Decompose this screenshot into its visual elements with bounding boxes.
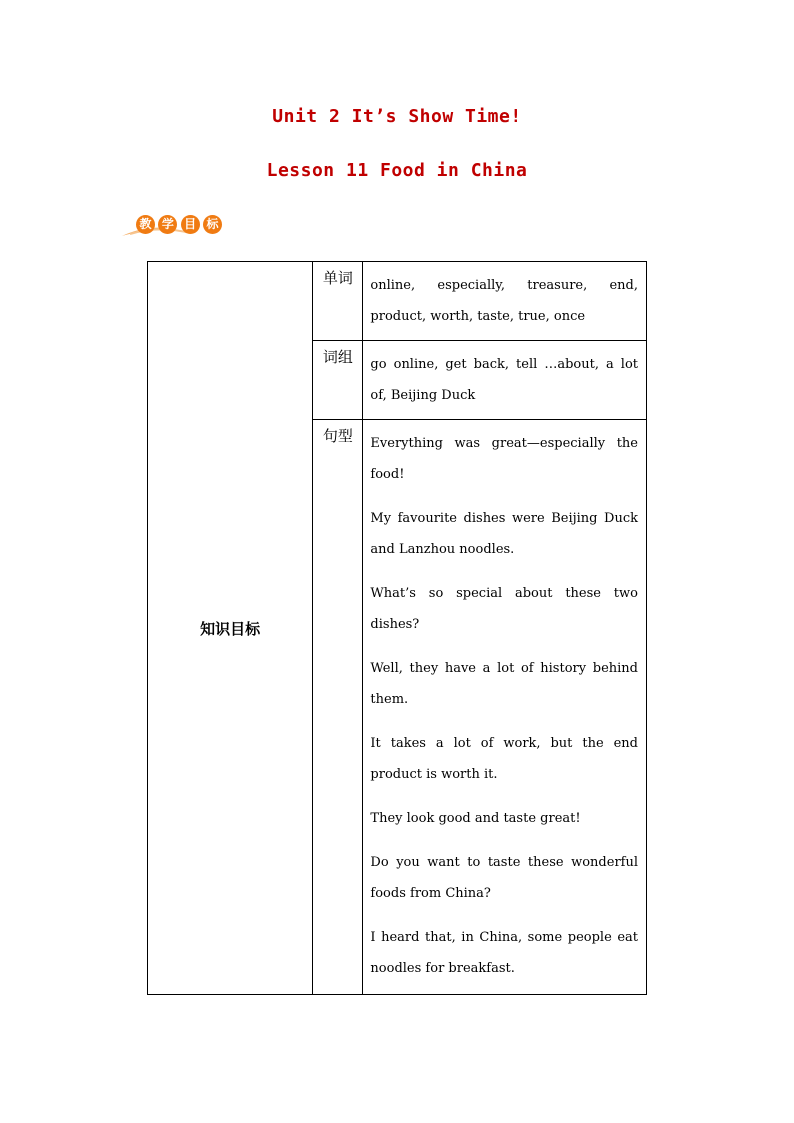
content-cell-sentences (363, 420, 647, 995)
words-text: online, especially, treasure, end, product, worth, taste, true, once (370, 278, 638, 324)
table-row (148, 262, 647, 341)
lesson-title: Lesson 11 Food in China (266, 160, 528, 181)
type-cell-sentences: 句型 (313, 420, 363, 995)
teaching-goal-badge (120, 209, 226, 243)
teaching-goals-table (147, 261, 647, 995)
badge-char: 标 (203, 215, 222, 234)
badge-char: 学 (158, 215, 177, 234)
sentence-item: Do you want to taste these wonderful foods from China? (370, 855, 638, 901)
sentence-item: My favourite dishes were Beijing Duck and Lanzhou noodles. (370, 511, 638, 557)
sentence-item: Well, they have a lot of history behind them. (370, 661, 638, 707)
type-cell-phrases: 词组 (313, 341, 363, 420)
sentence-item: I heard that, in China, some people eat noodles for breakfast. (370, 930, 638, 976)
type-cell-words: 单词 (313, 262, 363, 341)
category-cell: 知识目标 (148, 262, 313, 995)
phrases-text: go online, get back, tell …about, a lot of, Beijing Duck (370, 357, 638, 403)
content-cell-words (363, 262, 647, 341)
content-cell-phrases (363, 341, 647, 420)
badge-char: 目 (181, 215, 200, 234)
unit-title: Unit 2 It’s Show Time! (272, 106, 522, 127)
badge-char: 教 (136, 215, 155, 234)
sentence-item: It takes a lot of work, but the end product is worth it. (370, 736, 638, 782)
sentence-item: Everything was great—especially the food! (370, 436, 638, 482)
sentence-item: They look good and taste great! (370, 811, 581, 826)
sentence-item: What’s so special about these two dishes? (370, 586, 638, 632)
